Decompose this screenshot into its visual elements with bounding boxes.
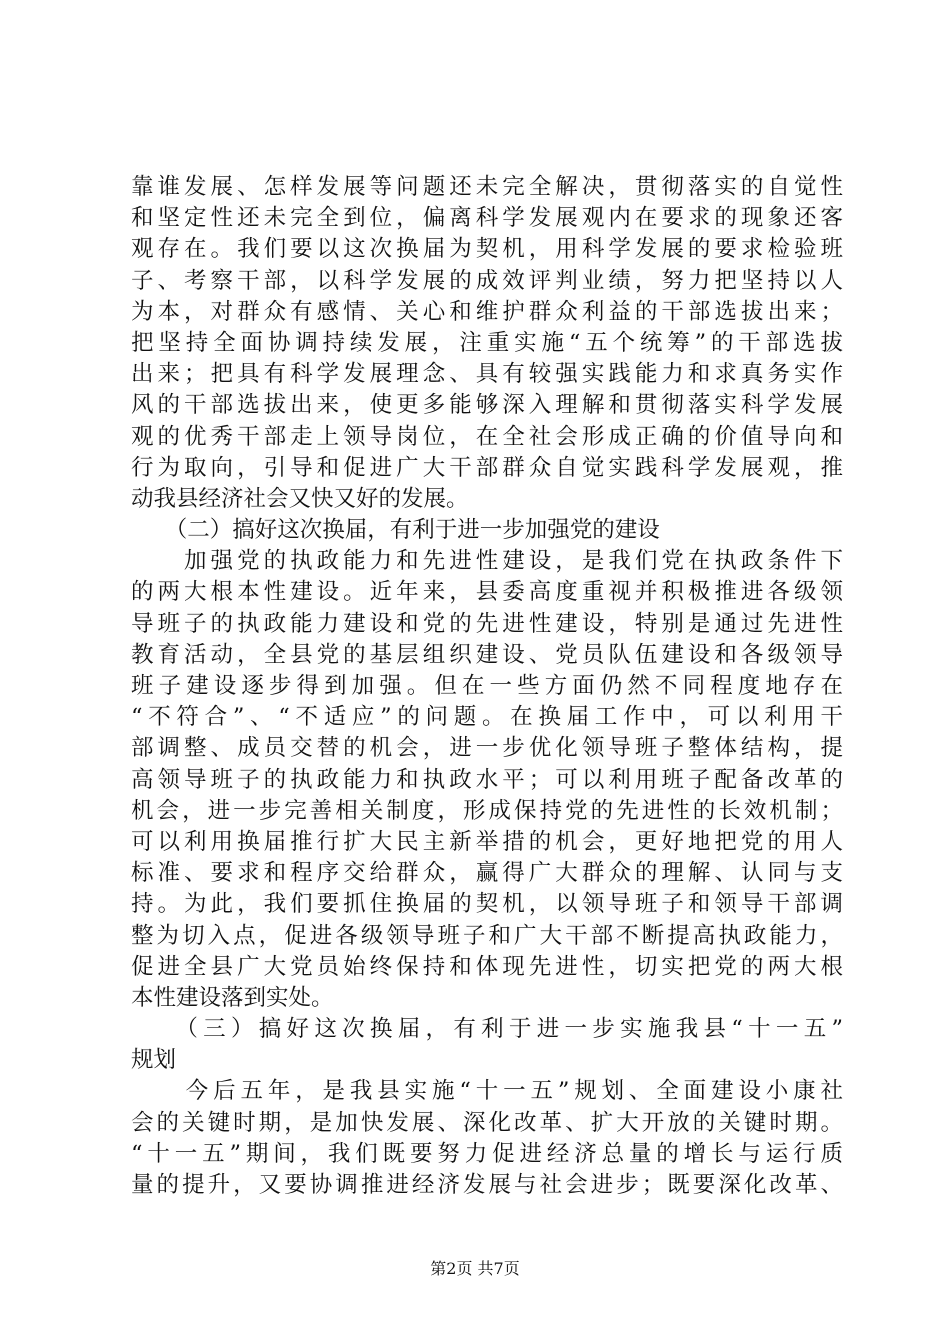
text-line: 导班子的执政能力建设和党的先进性建设，特别是通过先进性 xyxy=(131,610,843,637)
text-line: “十一五”期间，我们既要努力促进经济总量的增长与运行质 xyxy=(131,1140,843,1167)
text-line: 观的优秀干部走上领导岗位，在全社会形成正确的价值导向和 xyxy=(131,423,843,450)
text-line: 观存在。我们要以这次换届为契机，用科学发展的要求检验班 xyxy=(131,236,843,263)
text-line: 班子建设逐步得到加强。但在一些方面仍然不同程度地存在 xyxy=(131,673,843,699)
text-line: 为本，对群众有感情、关心和维护群众利益的干部选拔出来； xyxy=(131,298,843,325)
text-line: 把坚持全面协调持续发展，注重实施“五个统筹”的干部选拔 xyxy=(131,329,843,356)
text-line: 本性建设落到实处。 xyxy=(131,984,334,1011)
text-line: “不符合”、“不适应”的问题。在换届工作中，可以利用干 xyxy=(131,704,843,731)
text-line: 教育活动，全县党的基层组织建设、党员队伍建设和各级领导 xyxy=(131,641,843,668)
section-heading: （三）搞好这次换届，有利于进一步实施我县“十一五” xyxy=(131,1016,843,1043)
text-line: 靠谁发展、怎样发展等问题还未完全解决，贯彻落实的自觉性 xyxy=(131,174,843,200)
text-line: 标准、要求和程序交给群众，赢得广大群众的理解、认同与支 xyxy=(131,860,843,887)
text-line: 动我县经济社会又快又好的发展。 xyxy=(131,485,469,512)
page-number-footer: 第2页 共7页 xyxy=(430,1259,520,1278)
text-line: 今后五年，是我县实施“十一五”规划、全面建设小康社 xyxy=(131,1078,843,1105)
text-line: 风的干部选拔出来，使更多能够深入理解和贯彻落实科学发展 xyxy=(131,392,843,419)
text-line: 部调整、成员交替的机会，进一步优化领导班子整体结构，提 xyxy=(131,735,843,762)
text-line: 出来；把具有科学发展理念、具有较强实践能力和求真务实作 xyxy=(131,361,843,388)
text-line: 行为取向，引导和促进广大干部群众自觉实践科学发展观，推 xyxy=(131,454,843,481)
text-line: 持。为此，我们要抓住换届的契机，以领导班子和领导干部调 xyxy=(131,891,843,918)
section-heading-continued: 规划 xyxy=(131,1047,177,1074)
section-heading: （二）搞好这次换届，有利于进一步加强党的建设 xyxy=(131,517,660,544)
text-line: 高领导班子的执政能力和执政水平；可以利用班子配备改革的 xyxy=(131,766,843,793)
text-line: 促进全县广大党员始终保持和体现先进性，切实把党的两大根 xyxy=(131,953,843,980)
text-line: 量的提升，又要协调推进经济发展与社会进步；既要深化改革、 xyxy=(131,1172,843,1198)
text-line: 和坚定性还未完全到位，偏离科学发展观内在要求的现象还客 xyxy=(131,205,843,232)
document-body xyxy=(131,172,843,1201)
text-line: 子、考察干部，以科学发展的成效评判业绩，努力把坚持以人 xyxy=(131,267,843,294)
text-line: 的两大根本性建设。近年来，县委高度重视并积极推进各级领 xyxy=(131,579,843,606)
text-line: 整为切入点，促进各级领导班子和广大干部不断提高执政能力， xyxy=(131,922,843,949)
text-line: 加强党的执政能力和先进性建设，是我们党在执政条件下 xyxy=(131,548,843,575)
text-line: 可以利用换届推行扩大民主新举措的机会，更好地把党的用人 xyxy=(131,828,843,855)
text-line: 会的关键时期，是加快发展、深化改革、扩大开放的关键时期。 xyxy=(131,1109,843,1136)
text-line: 机会，进一步完善相关制度，形成保持党的先进性的长效机制； xyxy=(131,797,843,824)
